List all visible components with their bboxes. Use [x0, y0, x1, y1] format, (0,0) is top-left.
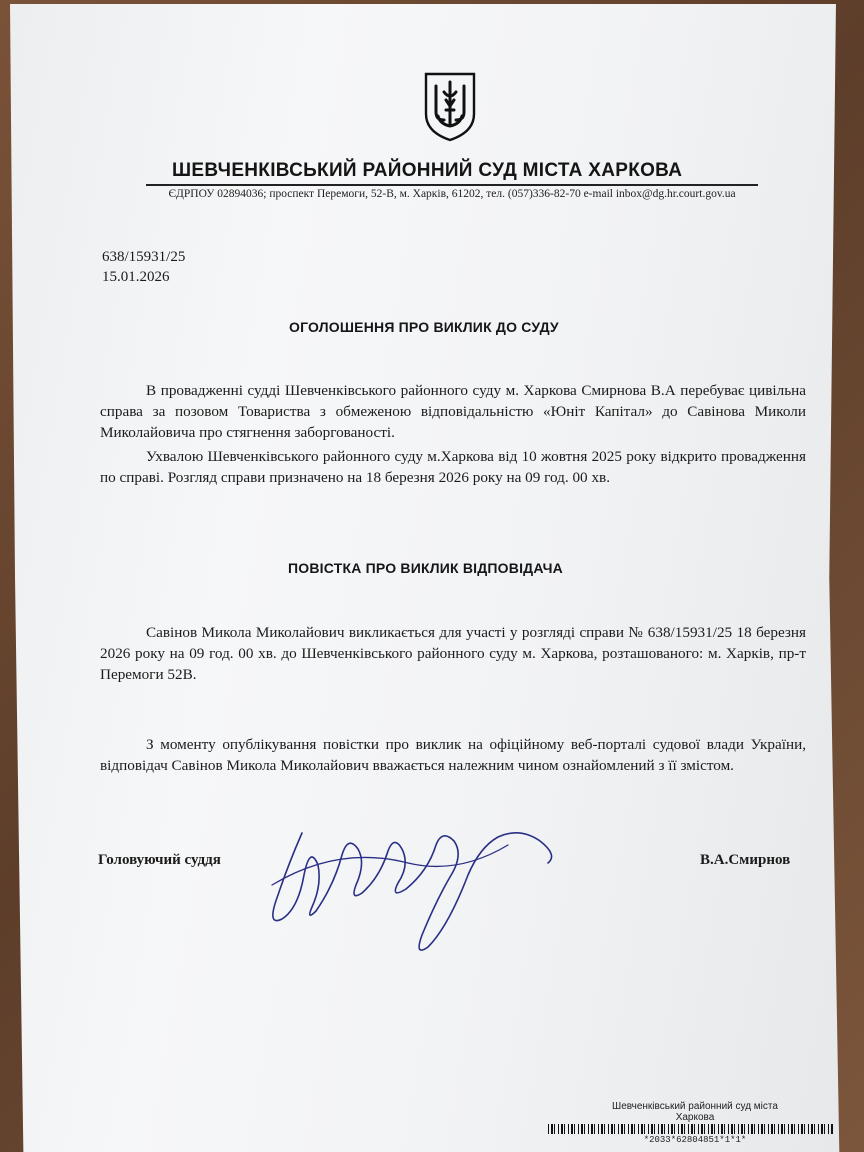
header-divider — [146, 184, 758, 186]
case-meta — [102, 247, 185, 287]
court-name: ШЕВЧЕНКІВСЬКИЙ РАЙОННИЙ СУД МІСТА ХАРКОВА — [172, 160, 683, 181]
judge-signature — [258, 815, 568, 965]
announcement-paragraph-2: Ухвалою Шевченківського районного суду м.Харкова від 10 жовтня 2025 року відкрито провадження по справі. Розгляд справи призначено на 18 березня 2026 року на 09 год. 00 хв. — [100, 448, 806, 486]
barcode-number: *2033*62804851*1*1* — [643, 1135, 747, 1145]
judge-name: В.А.Смирнов — [700, 852, 791, 868]
summons-paragraph-1: Савінов Микола Миколайович викликається для участі у розгляді справи № 638/15931/25 18 березня 2026 року на 09 год. 00 хв. до Шевченківського районного суду м. Харкова, розташованого: м. Харків, пр-т Перемоги 52В. — [100, 624, 806, 683]
document-barcode — [548, 1124, 834, 1134]
court-stamp-title: Шевченківський районний суд міста Харкова — [612, 1101, 778, 1123]
court-address: ЄДРПОУ 02894036; проспект Перемоги, 52-В, м. Харків, 61202, тел. (057)336-82-70 e-mail inbox@dg.hr.court.gov.ua — [168, 188, 736, 200]
summons-paragraph-2: З моменту опублікування повістки про виклик на офіційному веб-порталі судової влади України, відповідач Савінов Микола Миколайович вважається належним чином ознайомлений з її змістом. — [100, 736, 806, 774]
announcement-paragraph-1: В провадженні судді Шевченківського районного суду м. Харкова Смирнова В.А перебуває цивільна справа за позовом Товариства з обмеженою відповідальністю «Юніт Капітал» до Савінова Миколи Миколайовича про стягнення заборгованості. — [100, 382, 806, 441]
summons-heading: ПОВІСТКА ПРО ВИКЛИК ВІДПОВІДАЧА — [288, 560, 563, 576]
coat-of-arms-icon — [422, 70, 478, 142]
case-number: 638/15931/25 — [102, 249, 186, 265]
presiding-judge-label: Головуючий суддя — [98, 852, 221, 868]
announcement-heading: ОГОЛОШЕННЯ ПРО ВИКЛИК ДО СУДУ — [289, 319, 559, 335]
case-date: 15.01.2026 — [102, 269, 170, 285]
